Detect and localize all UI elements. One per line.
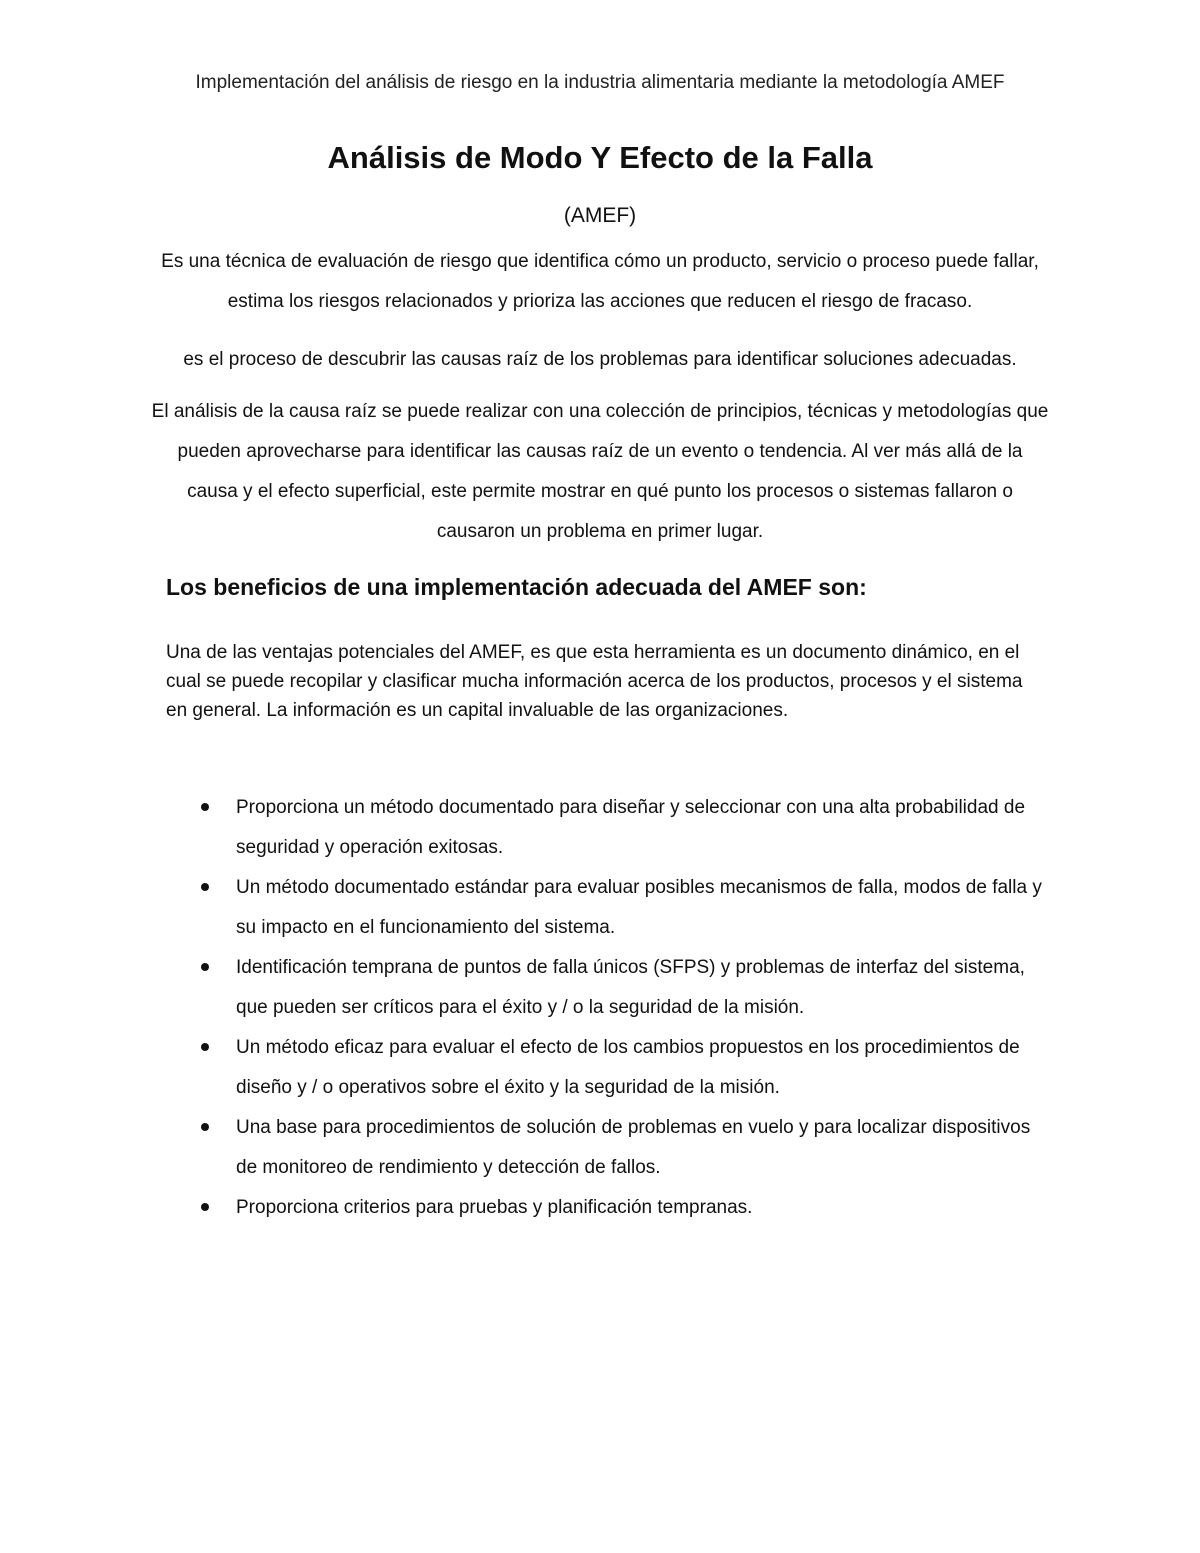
bullet-icon [201,1203,209,1211]
list-item-text: Proporciona un método documentado para diseñar y seleccionar con una alta probabilidad de seguridad y operación exitosas. [236,797,1026,858]
intro-paragraph-definition: Es una técnica de evaluación de riesgo que identifica cómo un producto, servicio o proceso puede fallar, estima los riesgos relacionados y prioriza las acciones que reducen el riesgo de fracaso. [161,251,1039,312]
list-item [166,868,1046,948]
list-item-text: Una base para procedimientos de solución de problemas en vuelo y para localizar dispositivos de monitoreo de rendimiento y detección de fallos. [236,1117,1031,1178]
bullet-icon [201,1123,209,1131]
list-item [166,1028,1046,1108]
intro-paragraph-root-cause: es el proceso de descubrir las causas raíz de los problemas para identificar soluciones adecuadas. [183,349,1017,370]
list-item-text: Proporciona criterios para pruebas y planificación tempranas. [236,1197,753,1218]
page-subtitle: (AMEF) [563,204,637,227]
list-item [166,948,1046,1028]
list-item-text: Identificación temprana de puntos de falla únicos (SFPS) y problemas de interfaz del sistema, que pueden ser críticos para el éxito y / o la seguridad de la misión. [236,957,1025,1018]
intro-paragraph-analysis: El análisis de la causa raíz se puede realizar con una colección de principios, técnicas y metodologías que pueden aprovecharse para identificar las causas raíz de un evento o tendencia. Al ver más allá de la causa y el efecto superficial, este permite mostrar en qué punto los procesos o sistemas fallaron o causaron un problema en primer lugar. [151,401,1049,542]
list-item [166,1108,1046,1188]
bullet-icon [201,963,209,971]
list-item-text: Un método documentado estándar para evaluar posibles mecanismos de falla, modos de falla y su impacto en el funcionamiento del sistema. [236,877,1042,938]
list-item [166,1188,1046,1228]
benefits-list [166,788,1046,1228]
running-header: Implementación del análisis de riesgo en la industria alimentaria mediante la metodología AMEF [195,72,1005,93]
list-item-text: Un método eficaz para evaluar el efecto de los cambios propuestos en los procedimientos de diseño y / o operativos sobre el éxito y la seguridad de la misión. [236,1037,1020,1098]
list-item [166,788,1046,868]
benefits-paragraph: Una de las ventajas potenciales del AMEF, es que esta herramienta es un documento dinámico, en el cual se puede recopilar y clasificar mucha información acerca de los productos, procesos y el sistema en general. La información es un capital invaluable de las organizaciones. [166,642,1023,721]
bullet-icon [201,883,209,891]
bullet-icon [201,803,209,811]
bullet-icon [201,1043,209,1051]
benefits-heading: Los beneficios de una implementación adecuada del AMEF son: [166,574,867,600]
page-title: Análisis de Modo Y Efecto de la Falla [327,140,873,175]
